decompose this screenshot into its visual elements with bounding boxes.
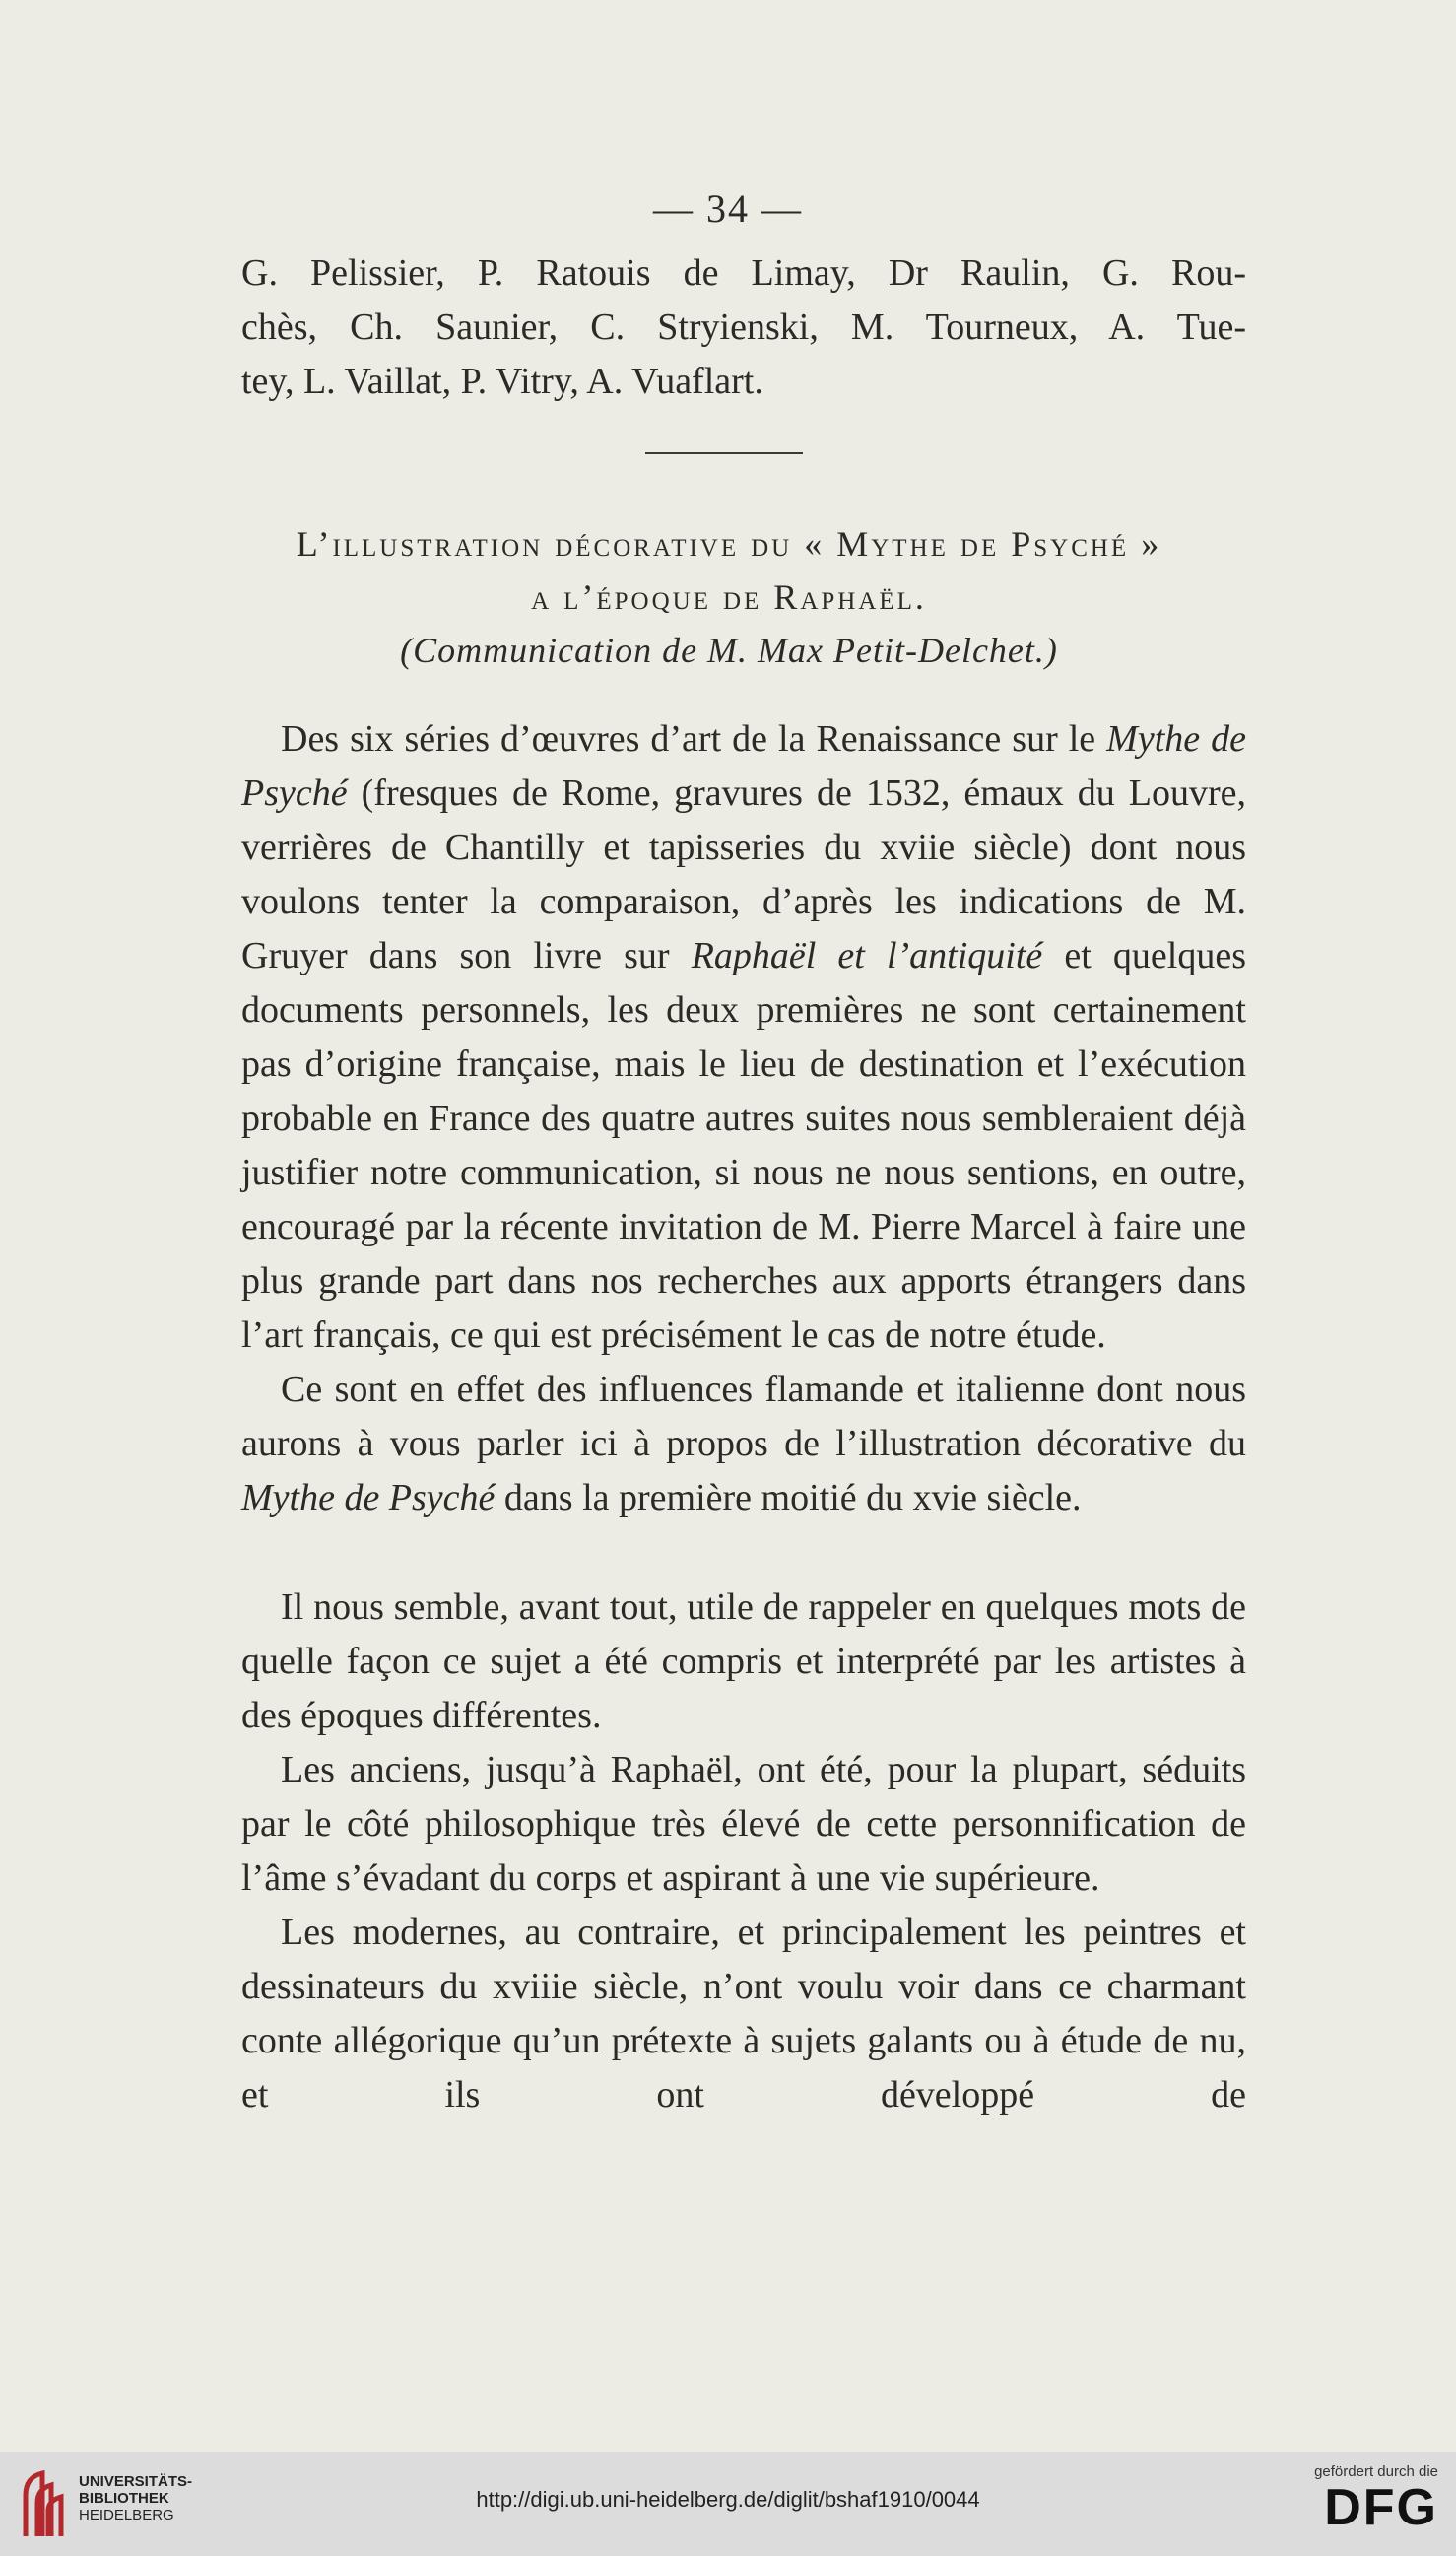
title-line: a l’époque de Raphaël. [531, 577, 927, 617]
text-run: Ce sont en effet des influences flamande et italienne dont nous aurons à vous parler ici à propos de l’illustration décorative du [241, 1369, 1246, 1464]
text-run: (fresques de Rome, gravures de 1532, émaux du Louvre, verrières de Chantilly et tapisseries du xviie siècle) dont nous voulons tenter la comparaison, d’après les indications de M. Gruyer dans son livre sur [241, 773, 1246, 976]
text-run: Des six séries d’œuvres d’art de la Renaissance sur le [281, 718, 1107, 760]
names-list [241, 246, 1246, 409]
text-run: dans la première moitié du xvie siècle. [495, 1477, 1082, 1518]
names-line: tey, L. Vaillat, P. Vitry, A. Vuaflart. [241, 361, 763, 402]
funder-credit [1314, 2463, 1438, 2535]
text-run: et quelques documents personnels, les deux premières ne sont certainement pas d’origine française, mais le lieu de destination et l’exécution probable en France des quatre autres suites nous sembleraient déjà justifier notre communication, si nous ne nous sentions, en outre, encouragé par la récente invitation de M. Pierre Marcel à faire une plus grande part dans nos recherches aux apports étrangers dans l’art français, ce qui est précisément le cas de notre étude. [241, 935, 1246, 1356]
library-name-line: UNIVERSITÄTS- [79, 2473, 193, 2490]
italic-title: Mythe de Psyché [241, 1477, 496, 1518]
paragraph [241, 1363, 1246, 1525]
library-name-line: HEIDELBERG [79, 2507, 174, 2523]
permalink-url[interactable]: http://digi.ub.uni-heidelberg.de/diglit/bshaf1910/0044 [476, 2487, 980, 2512]
names-line: chès, Ch. Saunier, C. Stryienski, M. Tourneux, A. Tue- [241, 306, 1246, 348]
paragraph: Il nous semble, avant tout, utile de rappeler en quelques mots de quelle façon ce sujet a été compris et interprété par les artistes à des époques différentes. [241, 1586, 1246, 1736]
article-title [187, 517, 1271, 677]
paragraph: Les anciens, jusqu’à Raphaël, ont été, pour la plupart, séduits par le côté philosophique très élevé de cette personnification de l’âme s’évadant du corps et aspirant à une vie supérieure. [241, 1749, 1246, 1899]
library-name-line: BIBLIOTHEK [79, 2490, 169, 2507]
page-number: — 34 — [653, 186, 803, 231]
body-section-1 [241, 712, 1246, 1525]
section-divider [645, 452, 803, 454]
viewer-footer [0, 2452, 1456, 2556]
title-line: L’illustration décorative du « Mythe de Psyché » [296, 524, 1162, 564]
names-line: G. Pelissier, P. Ratouis de Limay, Dr Raulin, G. Rou- [241, 252, 1246, 294]
communication-credit: (Communication de M. Max Petit-Delchet.) [400, 631, 1058, 670]
italic-title: Mythe de Psyché [241, 718, 1246, 814]
body-section-2 [241, 1581, 1246, 2122]
italic-title: Raphaël et l’antiquité [691, 935, 1043, 976]
dfg-logo: DFG [1324, 2479, 1438, 2536]
paragraph [241, 712, 1246, 1363]
funded-by-text: gefördert durch die [1314, 2463, 1438, 2480]
paragraph: Les modernes, au contraire, et principalement les peintres et dessinateurs du xviiie siècle, n’ont voulu voir dans ce charmant conte allégorique qu’un prétexte à sujets galants ou à étude de nu, et ils ont développé de [241, 1912, 1246, 2116]
